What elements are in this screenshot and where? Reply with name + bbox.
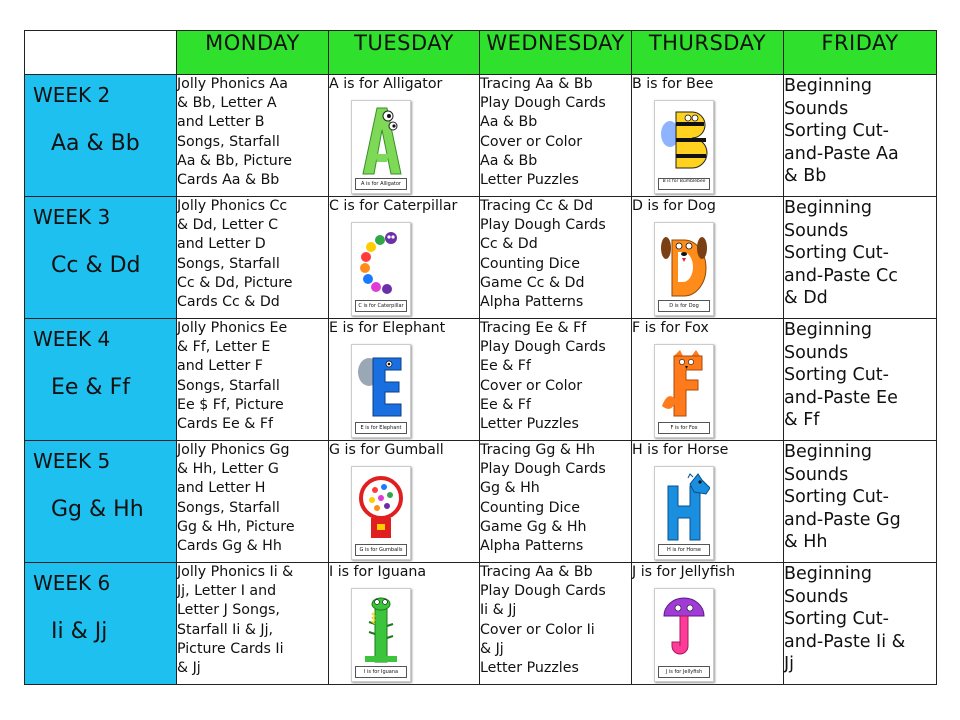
alligator-letter-a-icon: [351, 100, 411, 194]
fox-letter-f-icon: [654, 344, 714, 438]
monday-line: & Bb, Letter A: [177, 95, 277, 112]
craft-title: H is for Horse: [632, 442, 729, 458]
friday-line: and-Paste Cc: [784, 265, 898, 286]
card-caption: E is for Elephant: [355, 422, 407, 434]
wednesday-line: Letter Puzzles: [480, 416, 579, 433]
tuesday-cell: [329, 75, 480, 197]
wednesday-cell: [480, 563, 632, 685]
monday-cell: [177, 563, 329, 685]
tuesday-cell: [329, 319, 480, 441]
monday-line: & Ff, Letter E: [177, 339, 271, 356]
monday-line: Cards Ee & Ff: [177, 416, 274, 433]
wednesday-line: Play Dough Cards: [480, 339, 606, 356]
week-label: WEEK 6: [33, 571, 111, 595]
card-caption: H is for Horse: [658, 544, 710, 556]
friday-line: Sounds: [784, 586, 849, 607]
friday-line: Jj: [784, 654, 795, 674]
week-label: WEEK 3: [33, 205, 111, 229]
monday-line: Jolly Phonics Cc: [177, 198, 288, 214]
monday-line: Jj, Letter I and: [177, 583, 277, 600]
wednesday-line: Tracing Aa & Bb: [480, 564, 593, 580]
monday-line: Aa & Bb, Picture: [177, 152, 293, 169]
craft-title: E is for Elephant: [329, 320, 446, 336]
wednesday-line: Cover or Color: [480, 377, 583, 394]
friday-cell: [784, 319, 937, 441]
wednesday-line: Play Dough Cards: [480, 217, 606, 234]
dog-letter-d-icon: [654, 222, 714, 316]
monday-line: Jolly Phonics Ee: [177, 320, 288, 336]
week-letters: Ee & Ff: [51, 375, 130, 400]
week-cell: [25, 563, 177, 685]
card-caption: F is for Fox: [658, 422, 710, 434]
week-letters: Cc & Dd: [51, 253, 141, 278]
friday-line: Beginning: [784, 76, 872, 96]
wednesday-line: Play Dough Cards: [480, 95, 606, 112]
monday-cell: [177, 441, 329, 563]
monday-line: & Dd, Letter C: [177, 217, 279, 234]
friday-line: Sounds: [784, 342, 849, 363]
card-caption: A is for Alligator: [355, 178, 407, 190]
week-row: [25, 75, 937, 197]
wednesday-line: Play Dough Cards: [480, 583, 606, 600]
wednesday-line: Ee & Ff: [480, 358, 531, 375]
monday-line: Starfall Ii & Jj,: [177, 621, 274, 638]
craft-title: G is for Gumball: [329, 442, 444, 458]
monday-line: and Letter B: [177, 114, 265, 131]
wednesday-line: Ii & Jj: [480, 602, 517, 619]
week-row: [25, 441, 937, 563]
monday-line: Cards Aa & Bb: [177, 172, 280, 189]
card-caption: C is for Caterpillar: [355, 300, 407, 312]
week-letters: Aa & Bb: [51, 131, 140, 156]
bumblebee-letter-b-icon: [654, 100, 714, 194]
craft-title: D is for Dog: [632, 198, 716, 214]
week-cell: [25, 197, 177, 319]
week-letters: Gg & Hh: [51, 497, 144, 522]
friday-cell: [784, 75, 937, 197]
wednesday-line: Alpha Patterns: [480, 294, 584, 311]
monday-line: and Letter F: [177, 358, 263, 375]
week-label: WEEK 4: [33, 327, 111, 351]
friday-line: Sorting Cut-: [784, 365, 889, 385]
thursday-cell: [632, 441, 784, 563]
friday-line: Sorting Cut-: [784, 487, 889, 507]
week-cell: [25, 319, 177, 441]
wednesday-line: Ee & Ff: [480, 396, 531, 413]
monday-cell: [177, 197, 329, 319]
craft-title: C is for Caterpillar: [329, 198, 458, 214]
header-thursday: THURSDAY: [632, 31, 784, 75]
wednesday-line: Letter Puzzles: [480, 172, 579, 189]
monday-line: and Letter D: [177, 236, 266, 253]
gumball-letter-g-icon: [351, 466, 411, 560]
monday-line: and Letter H: [177, 480, 266, 497]
wednesday-line: Counting Dice: [480, 255, 580, 272]
elephant-letter-e-icon: [351, 344, 411, 438]
monday-line: Ee $ Ff, Picture: [177, 396, 284, 413]
craft-title: J is for Jellyfish: [632, 564, 736, 580]
craft-title: F is for Fox: [632, 320, 709, 336]
lesson-plan-table: [24, 30, 937, 685]
monday-line: Songs, Starfall: [177, 377, 280, 394]
wednesday-line: Cover or Color: [480, 133, 583, 150]
week-row: [25, 319, 937, 441]
caterpillar-letter-c-icon: [351, 222, 411, 316]
tuesday-cell: [329, 441, 480, 563]
monday-line: Gg & Hh, Picture: [177, 518, 295, 535]
wednesday-cell: [480, 441, 632, 563]
friday-line: and-Paste Gg: [784, 509, 901, 530]
wednesday-line: Letter Puzzles: [480, 660, 579, 677]
wednesday-line: Tracing Cc & Dd: [480, 198, 594, 214]
horse-letter-h-icon: [654, 466, 714, 560]
monday-line: Jolly Phonics Ii &: [177, 564, 294, 580]
monday-line: Picture Cards Ii: [177, 640, 284, 657]
card-caption: J is for Jellyfish: [658, 666, 710, 678]
week-label: WEEK 5: [33, 449, 111, 473]
tuesday-cell: [329, 563, 480, 685]
card-caption: D is for Dog: [658, 300, 710, 312]
monday-line: Cards Cc & Dd: [177, 294, 280, 311]
craft-title: A is for Alligator: [329, 76, 443, 92]
week-row: [25, 563, 937, 685]
craft-title: B is for Bee: [632, 76, 714, 92]
friday-line: Beginning: [784, 564, 872, 584]
friday-line: Sorting Cut-: [784, 243, 889, 263]
header-row: [25, 31, 937, 75]
friday-line: and-Paste Ee: [784, 387, 898, 408]
friday-line: & Bb: [784, 166, 827, 186]
friday-line: and-Paste Aa: [784, 143, 899, 164]
week-row: [25, 197, 937, 319]
thursday-cell: [632, 319, 784, 441]
monday-line: Songs, Starfall: [177, 133, 280, 150]
header-wednesday: WEDNESDAY: [480, 31, 632, 75]
friday-line: Beginning: [784, 442, 872, 462]
monday-line: Cards Gg & Hh: [177, 538, 282, 555]
monday-cell: [177, 75, 329, 197]
monday-cell: [177, 319, 329, 441]
friday-line: Sounds: [784, 464, 849, 485]
friday-line: Beginning: [784, 198, 872, 218]
friday-line: & Ff: [784, 410, 820, 430]
monday-line: Songs, Starfall: [177, 499, 280, 516]
wednesday-line: Tracing Ee & Ff: [480, 320, 587, 336]
friday-cell: [784, 441, 937, 563]
header-tuesday: TUESDAY: [329, 31, 480, 75]
friday-line: & Hh: [784, 532, 828, 552]
thursday-cell: [632, 563, 784, 685]
wednesday-line: Counting Dice: [480, 499, 580, 516]
card-caption: B is for Bumblebee: [658, 178, 710, 190]
wednesday-line: Play Dough Cards: [480, 461, 606, 478]
monday-line: & Hh, Letter G: [177, 461, 279, 478]
wednesday-line: Game Cc & Dd: [480, 274, 585, 291]
thursday-cell: [632, 75, 784, 197]
wednesday-cell: [480, 197, 632, 319]
wednesday-line: Aa & Bb: [480, 114, 538, 131]
week-cell: [25, 75, 177, 197]
header-monday: MONDAY: [177, 31, 329, 75]
header-friday: FRIDAY: [784, 31, 937, 75]
week-letters: Ii & Jj: [51, 619, 108, 644]
wednesday-cell: [480, 75, 632, 197]
friday-line: Sorting Cut-: [784, 121, 889, 141]
wednesday-line: Tracing Gg & Hh: [480, 442, 596, 458]
wednesday-line: Gg & Hh: [480, 480, 540, 497]
friday-line: Sounds: [784, 98, 849, 119]
wednesday-line: Tracing Aa & Bb: [480, 76, 593, 92]
craft-title: I is for Iguana: [329, 564, 427, 580]
monday-line: Cc & Dd, Picture: [177, 274, 293, 291]
corner-cell: [25, 31, 177, 75]
jellyfish-letter-j-icon: [654, 588, 714, 682]
monday-line: Letter J Songs,: [177, 602, 280, 619]
friday-line: & Dd: [784, 288, 828, 308]
wednesday-line: Cover or Color Ii: [480, 621, 595, 638]
monday-line: & Jj: [177, 660, 201, 677]
friday-line: Sorting Cut-: [784, 609, 889, 629]
monday-line: Jolly Phonics Gg: [177, 442, 290, 458]
friday-cell: [784, 563, 937, 685]
friday-line: and-Paste Ii &: [784, 631, 906, 652]
friday-line: Sounds: [784, 220, 849, 241]
friday-cell: [784, 197, 937, 319]
card-caption: I is for Iguana: [355, 666, 407, 678]
wednesday-line: Cc & Dd: [480, 236, 538, 253]
monday-line: Jolly Phonics Aa: [177, 76, 288, 92]
wednesday-cell: [480, 319, 632, 441]
wednesday-line: Aa & Bb: [480, 152, 538, 169]
card-caption: G is for Gumballs: [355, 544, 407, 556]
wednesday-line: Alpha Patterns: [480, 538, 584, 555]
wednesday-line: & Jj: [480, 640, 504, 657]
tuesday-cell: [329, 197, 480, 319]
friday-line: Beginning: [784, 320, 872, 340]
week-cell: [25, 441, 177, 563]
iguana-letter-i-icon: [351, 588, 411, 682]
wednesday-line: Game Gg & Hh: [480, 518, 587, 535]
thursday-cell: [632, 197, 784, 319]
monday-line: Songs, Starfall: [177, 255, 280, 272]
week-label: WEEK 2: [33, 83, 111, 107]
